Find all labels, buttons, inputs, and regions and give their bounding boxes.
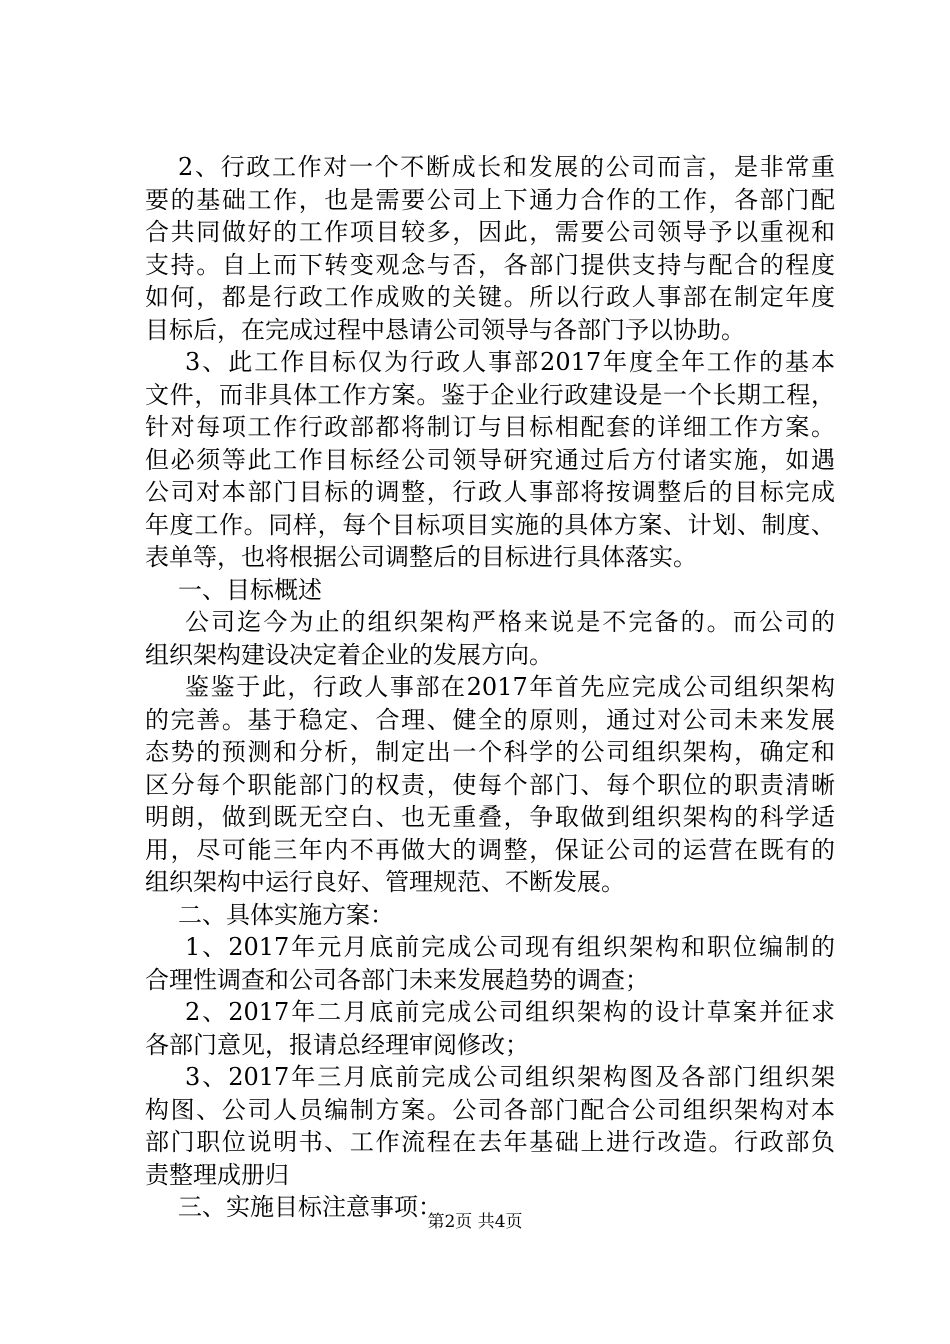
text-line: 支持。自上而下转变观念与否，各部门提供支持与配合的程度: [145, 250, 835, 279]
text-line: 文件，而非具体工作方案。鉴于企业行政建设是一个长期工程，: [145, 380, 835, 409]
text-line: 3、2017年三月底前完成公司组织架构图及各部门组织架: [185, 1063, 835, 1091]
text-line: 3、此工作目标仅为行政人事部2017年度全年工作的基本: [185, 348, 835, 376]
text-line: 但必须等此工作目标经公司领导研究通过后方付诸实施，如遇: [145, 445, 835, 474]
text-line: 区分每个职能部门的权责，使每个部门、每个职位的职责清晰: [145, 770, 835, 799]
text-line: 态势的预测和分析，制定出一个科学的公司组织架构，确定和: [145, 738, 835, 766]
text-line: 二、具体实施方案：: [178, 900, 394, 929]
text-line: 责整理成册归: [145, 1160, 289, 1189]
text-line: 要的基础工作，也是需要公司上下通力合作的工作，各部门配: [145, 185, 835, 214]
text-line: 明朗，做到既无空白、也无重叠，争取做到组织架构的科学适: [145, 803, 835, 831]
text-line: 合共同做好的工作项目较多，因此，需要公司领导予以重视和: [145, 218, 835, 246]
text-line: 鉴鉴于此，行政人事部在2017年首先应完成公司组织架构: [185, 673, 835, 701]
text-line: 公司对本部门目标的调整，行政人事部将按调整后的目标完成: [145, 478, 835, 506]
text-line: 1、2017年元月底前完成公司现有组织架构和职位编制的: [185, 933, 835, 961]
text-line: 的完善。基于稳定、合理、健全的原则，通过对公司未来发展: [145, 705, 835, 734]
text-line: 构图、公司人员编制方案。公司各部门配合公司组织架构对本: [145, 1095, 835, 1124]
text-line: 组织架构建设决定着企业的发展方向。: [145, 640, 553, 669]
text-line: 针对每项工作行政部都将制订与目标相配套的详细工作方案。: [145, 413, 835, 441]
text-line: 目标后，在完成过程中恳请公司领导与各部门予以协助。: [145, 315, 745, 344]
document-body: [145, 151, 835, 1224]
text-line: 2、2017年二月底前完成公司组织架构的设计草案并征求: [185, 998, 835, 1026]
text-line: 用，尽可能三年内不再做大的调整，保证公司的运营在既有的: [145, 835, 835, 864]
text-line: 表单等，也将根据公司调整后的目标进行具体落实。: [145, 543, 697, 571]
text-line: 部门职位说明书、工作流程在去年基础上进行改造。行政部负: [145, 1128, 835, 1156]
text-line: 组织架构中运行良好、管理规范、不断发展。: [145, 868, 625, 896]
text-line: 各部门意见，报请总经理审阅修改；: [145, 1030, 529, 1059]
text-line: 三、实施目标注意事项：: [178, 1193, 442, 1221]
text-line: 年度工作。同样，每个目标项目实施的具体方案、计划、制度、: [145, 510, 835, 539]
text-line: 一、目标概述: [178, 575, 322, 604]
text-line: 公司迄今为止的组织架构严格来说是不完备的。而公司的: [185, 608, 835, 636]
text-line: 如何，都是行政工作成败的关键。所以行政人事部在制定年度: [145, 283, 835, 311]
page-footer: 第2页 共4页: [427, 1212, 523, 1232]
text-line: 合理性调查和公司各部门未来发展趋势的调查；: [145, 965, 649, 994]
text-line: 2、行政工作对一个不断成长和发展的公司而言，是非常重: [178, 153, 835, 181]
